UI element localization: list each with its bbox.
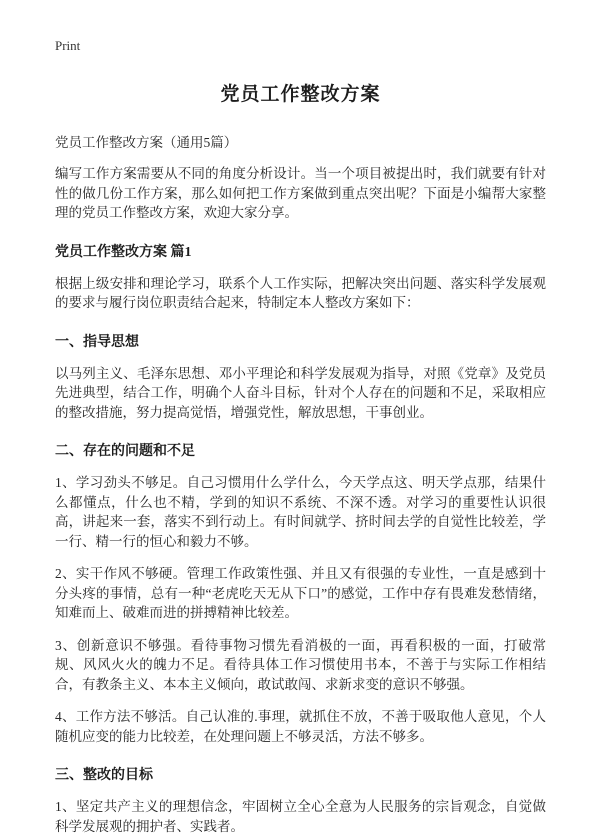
section-heading-goals: 三、整改的目标	[55, 768, 153, 783]
problem-paragraph-3: 3、创新意识不够强。看待事物习惯先看消极的一面，再看积极的一面，打破常规、风风火火的魄力不足。看待具体工作习惯使用书本，不善于与实际工作相结合，有教条主义、本本主义倾向，敢试敢闯、求新求变的意识不够强。	[55, 637, 546, 692]
problem-paragraph-2: 2、实干作风不够硬。管理工作政策性强、并且又有很强的专业性，一直是感到十分头疼的事情，总有一种“老虎吃天无从下口”的感觉，工作中存有畏难发愁情绪，知难而上、破难而进的拼搏精神比较差。	[55, 566, 546, 620]
intro-paragraph: 编写工作方案需要从不同的角度分析设计。当一个项目被提出时，我们就要有针对性的做几份工作方案，那么如何把工作方案做到重点突出呢？下面是小编帮大家整理的党员工作整改方案，欢迎大家分享。	[55, 166, 546, 220]
goal-paragraph-1: 1、坚定共产主义的理想信念，牢固树立全心全意为人民服务的宗旨观念，自觉做科学发展观的拥护者、实践者。	[55, 799, 546, 834]
opening-paragraph: 根据上级安排和理论学习，联系个人工作实际，把解决突出问题、落实科学发展观的要求与履行岗位职责结合起来，特制定本人整改方案如下：	[55, 275, 546, 310]
guiding-ideology-paragraph: 以马列主义、毛泽东思想、邓小平理论和科学发展观为指导，对照《党章》及党员先进典型，结合工作，明确个人奋斗目标，针对个人存在的问题和不足，采取相应的整改措施，努力提高觉悟，增强党性，解放思想，干事创业。	[55, 365, 546, 420]
section-heading-problems: 二、存在的问题和不足	[55, 444, 195, 459]
problem-paragraph-4: 4、工作方法不够活。自己认准的.事理，就抓住不放，不善于吸取他人意见，个人随机应变的能力比较差，在处理问题上不够灵活，方法不够多。	[55, 709, 546, 744]
problem-paragraph-1: 1、学习劲头不够足。自己习惯用什么学什么，今天学点这、明天学点那，结果什么都懂点，什么也不精，学到的知识不系统、不深不透。对学习的重要性认识很高，讲起来一套，落实不到行动上。有时间就学、挤时间去学的自觉性比较差，学一行、精一行的恒心和毅力不够。	[55, 475, 546, 549]
article-heading-part1: 党员工作整改方案 篇1	[55, 244, 192, 260]
print-link[interactable]: Print	[55, 38, 81, 53]
section-heading-guiding-ideology: 一、指导思想	[55, 334, 139, 350]
page-title: 党员工作整改方案	[220, 84, 381, 105]
doc-subtitle: 党员工作整改方案（通用5篇）	[55, 135, 238, 150]
